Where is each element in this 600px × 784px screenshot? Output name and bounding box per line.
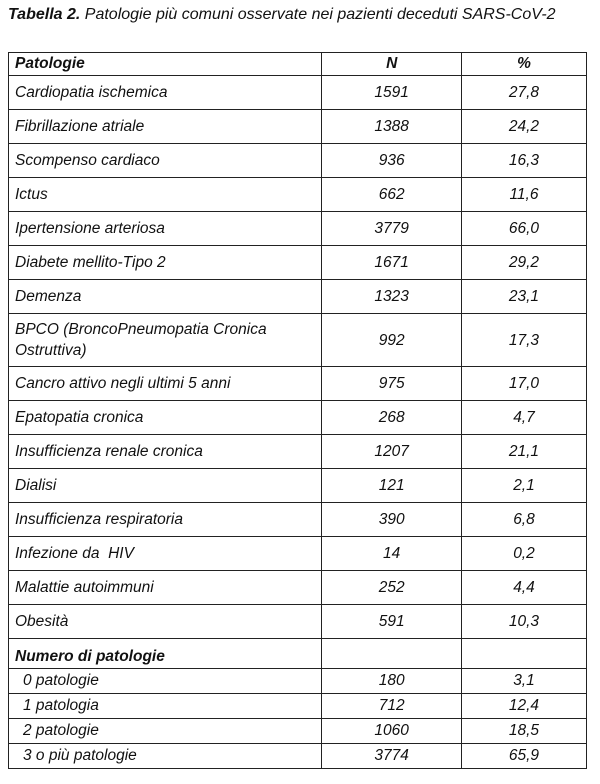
pathology-name: Cancro attivo negli ultimi 5 anni bbox=[9, 367, 322, 401]
header-percent: % bbox=[461, 53, 586, 76]
pathology-name: Epatopatia cronica bbox=[9, 401, 322, 435]
summary-row bbox=[9, 694, 587, 719]
pathology-count: 252 bbox=[322, 571, 462, 605]
table-row bbox=[9, 537, 587, 571]
pathology-percent: 17,3 bbox=[461, 314, 586, 367]
pathology-count: 1671 bbox=[322, 246, 462, 280]
pathology-percent: 4,7 bbox=[461, 401, 586, 435]
pathology-name: Dialisi bbox=[9, 469, 322, 503]
table-caption bbox=[8, 6, 556, 24]
pathology-percent: 24,2 bbox=[461, 110, 586, 144]
pathology-percent: 17,0 bbox=[461, 367, 586, 401]
pathology-count: 936 bbox=[322, 144, 462, 178]
summary-percent: 18,5 bbox=[461, 719, 586, 744]
summary-count: 3774 bbox=[322, 744, 462, 769]
summary-label: 0 patologie bbox=[9, 669, 322, 694]
summary-row bbox=[9, 719, 587, 744]
pathology-count: 662 bbox=[322, 178, 462, 212]
table-row bbox=[9, 503, 587, 537]
summary-row bbox=[9, 669, 587, 694]
pathology-percent: 29,2 bbox=[461, 246, 586, 280]
pathology-count: 3779 bbox=[322, 212, 462, 246]
pathology-count: 390 bbox=[322, 503, 462, 537]
pathology-percent: 23,1 bbox=[461, 280, 586, 314]
summary-row bbox=[9, 744, 587, 769]
table-row bbox=[9, 401, 587, 435]
pathology-count: 591 bbox=[322, 605, 462, 639]
pathology-name: Malattie autoimmuni bbox=[9, 571, 322, 605]
table-row bbox=[9, 212, 587, 246]
summary-count: 1060 bbox=[322, 719, 462, 744]
summary-label: 3 o più patologie bbox=[9, 744, 322, 769]
pathology-name: Ictus bbox=[9, 178, 322, 212]
pathology-percent: 11,6 bbox=[461, 178, 586, 212]
pathology-percent: 21,1 bbox=[461, 435, 586, 469]
table-row bbox=[9, 367, 587, 401]
summary-label: 1 patologia bbox=[9, 694, 322, 719]
caption-text: Patologie più comuni osservate nei pazienti deceduti SARS-CoV-2 bbox=[80, 6, 556, 23]
pathology-count: 1591 bbox=[322, 76, 462, 110]
pathology-percent: 27,8 bbox=[461, 76, 586, 110]
pathology-count: 1207 bbox=[322, 435, 462, 469]
pathology-count: 121 bbox=[322, 469, 462, 503]
pathology-percent: 4,4 bbox=[461, 571, 586, 605]
pathology-name: Insufficienza renale cronica bbox=[9, 435, 322, 469]
pathology-percent: 16,3 bbox=[461, 144, 586, 178]
pathology-percent: 0,2 bbox=[461, 537, 586, 571]
header-pathologies: Patologie bbox=[9, 53, 322, 76]
table-row bbox=[9, 314, 587, 367]
pathology-percent: 2,1 bbox=[461, 469, 586, 503]
summary-percent: 3,1 bbox=[461, 669, 586, 694]
pathology-count: 1388 bbox=[322, 110, 462, 144]
pathology-rows bbox=[9, 76, 587, 639]
pathology-name: Infezione da HIV bbox=[9, 537, 322, 571]
pathologies-table bbox=[8, 52, 587, 769]
pathology-count-summary bbox=[9, 639, 587, 769]
pathology-name: Demenza bbox=[9, 280, 322, 314]
pathology-name: Obesità bbox=[9, 605, 322, 639]
pathology-count: 975 bbox=[322, 367, 462, 401]
summary-count: 180 bbox=[322, 669, 462, 694]
summary-count: 712 bbox=[322, 694, 462, 719]
caption-label: Tabella 2. bbox=[8, 6, 81, 23]
table-row bbox=[9, 144, 587, 178]
pathology-percent: 6,8 bbox=[461, 503, 586, 537]
pathology-name: Scompenso cardiaco bbox=[9, 144, 322, 178]
table-row bbox=[9, 280, 587, 314]
summary-title: Numero di patologie bbox=[9, 639, 322, 669]
pathology-name: Cardiopatia ischemica bbox=[9, 76, 322, 110]
pathology-percent: 66,0 bbox=[461, 212, 586, 246]
table-row bbox=[9, 246, 587, 280]
table-row bbox=[9, 76, 587, 110]
pathology-percent: 10,3 bbox=[461, 605, 586, 639]
table-row bbox=[9, 110, 587, 144]
pathology-count: 1323 bbox=[322, 280, 462, 314]
pathology-name: Fibrillazione atriale bbox=[9, 110, 322, 144]
summary-label: 2 patologie bbox=[9, 719, 322, 744]
table-row bbox=[9, 605, 587, 639]
pathology-count: 14 bbox=[322, 537, 462, 571]
summary-header-row bbox=[9, 639, 587, 669]
pathology-name: Diabete mellito-Tipo 2 bbox=[9, 246, 322, 280]
pathology-name: Insufficienza respiratoria bbox=[9, 503, 322, 537]
table-row bbox=[9, 469, 587, 503]
pathology-count: 268 bbox=[322, 401, 462, 435]
pathology-name: BPCO (BroncoPneumopatia Cronica Ostruttiva) bbox=[9, 314, 322, 367]
pathology-count: 992 bbox=[322, 314, 462, 367]
pathology-name: Ipertensione arteriosa bbox=[9, 212, 322, 246]
table-row bbox=[9, 435, 587, 469]
summary-percent: 12,4 bbox=[461, 694, 586, 719]
header-row bbox=[9, 53, 587, 76]
table-row bbox=[9, 571, 587, 605]
header-n: N bbox=[322, 53, 462, 76]
summary-percent: 65,9 bbox=[461, 744, 586, 769]
table-row bbox=[9, 178, 587, 212]
